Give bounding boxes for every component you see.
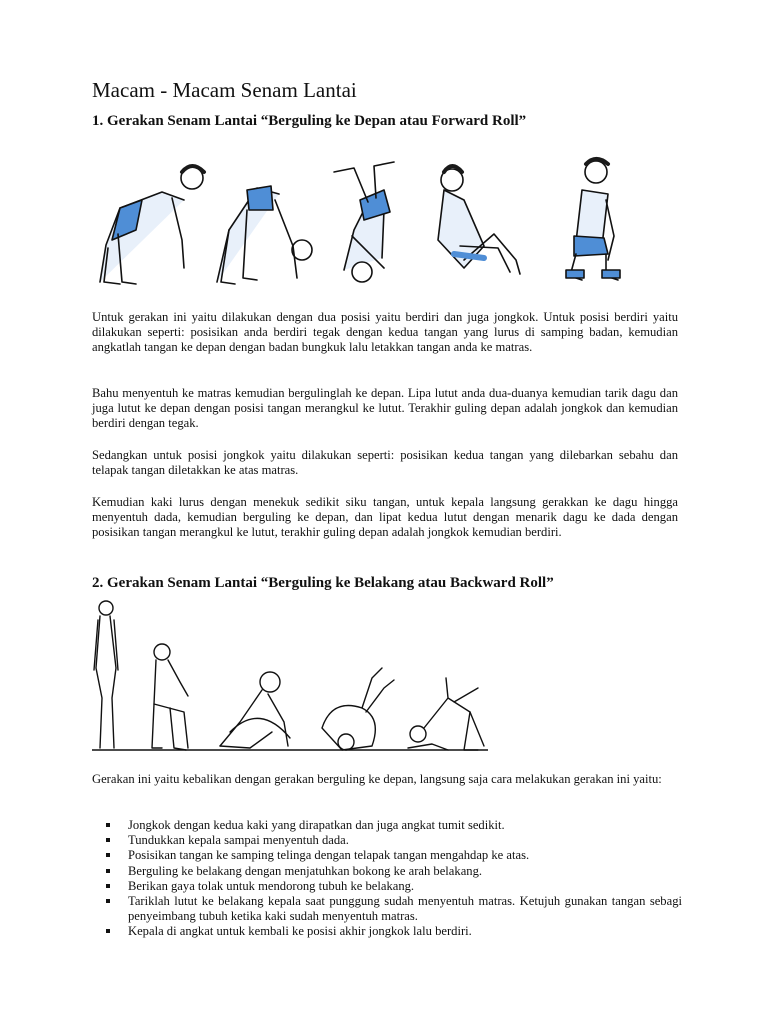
forward-figure-5 — [552, 150, 632, 290]
section-1-paragraph-4: Kemudian kaki lurus dengan menekuk sedikit siku tangan, untuk kepala langsung gerakkan ke dagu hingga menyentuh dada, kemudian berguling ke depan, dan lipat kedua lutut dengan menarik dagu ke dada dengan posisikan tangan merangkul ke lutut, terakhir guling depan adalah jongkok kemudian berdiri. — [92, 495, 678, 540]
list-item-text: Berguling ke belakang dengan menjatuhkan bokong ke arah belakang. — [128, 863, 483, 878]
forward-figure-4 — [438, 166, 520, 274]
bullet-marker — [106, 869, 110, 873]
section-1-paragraph-3: Sedangkan untuk posisi jongkok yaitu dilakukan seperti: posisikan kedua tangan yang dilebarkan sebahu dan telapak tangan diletakkan ke atas matras. — [92, 448, 678, 478]
bullet-marker — [106, 884, 110, 888]
bullet-marker — [106, 853, 110, 857]
bullet-marker — [106, 823, 110, 827]
list-item — [92, 818, 682, 833]
section-1-heading: 1. Gerakan Senam Lantai “Berguling ke Depan atau Forward Roll” — [92, 113, 527, 129]
backward-figure-5 — [408, 678, 484, 750]
list-item — [92, 879, 682, 894]
list-item-text: Jongkok dengan kedua kaki yang dirapatkan dan juga angkat tumit sedikit. — [128, 818, 505, 832]
section-1-paragraph-1: Untuk gerakan ini yaitu dilakukan dengan dua posisi yaitu berdiri dan juga jongkok. Untuk posisi berdiri yaitu dilakukan seperti: posisikan anda berdiri tegak dengan kedua tangan yang lurus di samping badan, kemudian angkatlah tangan ke depan dengan badan bungkuk lalu letakkan tangan anda ke matras. — [92, 310, 678, 355]
list-item — [92, 894, 682, 924]
list-item-text: Tundukkan kepala sampai menyentuh dada. — [128, 833, 349, 848]
list-item — [92, 864, 682, 879]
list-item-text: Kepala di angkat untuk kembali ke posisi akhir jongkok lalu berdiri. — [128, 924, 472, 939]
list-item — [92, 833, 682, 848]
bullet-marker — [106, 929, 110, 933]
bullet-marker — [106, 899, 110, 903]
list-item-text: Tariklah lutut ke belakang kepala saat punggung sudah menyentuh matras. Ketujuh gunakan tangan sebagi penyeimbang tubuh ketika kaki sudah menyentuh matras. — [128, 894, 682, 924]
page-title: Macam - Macam Senam Lantai — [92, 78, 357, 102]
forward-figure-2 — [217, 186, 312, 284]
backward-figure-4 — [322, 668, 394, 750]
list-item-text: Berikan gaya tolak untuk mendorong tubuh ke belakang. — [128, 878, 415, 893]
forward-roll-illustration — [92, 150, 552, 290]
list-item-text: Posisikan tangan ke samping telinga dengan telapak tangan mengahdap ke atas. — [128, 848, 530, 863]
forward-figure-1 — [100, 166, 204, 284]
list-item — [92, 924, 682, 939]
section-2-heading: 2. Gerakan Senam Lantai “Berguling ke Belakang atau Backward Roll” — [92, 575, 554, 591]
bullet-marker — [106, 838, 110, 842]
forward-figure-3 — [334, 162, 394, 282]
list-item — [92, 848, 682, 863]
section-2-paragraph-1: Gerakan ini yaitu kebalikan dengan gerakan berguling ke depan, langsung saja cara melakukan gerakan ini yaitu: — [92, 772, 662, 786]
backward-figure-1 — [94, 601, 118, 748]
backward-figure-3 — [220, 672, 290, 748]
backward-figure-2 — [152, 644, 188, 750]
section-1-paragraph-2: Bahu menyentuh ke matras kemudian bergulinglah ke depan. Lipa lutut anda dua-duanya kemudian tarik dagu dan juga lutut ke depan dengan posisi tangan merangkul ke lutut. Terakhir guling depan adalah jongkok dan kemudian berdiri dengan tegak. — [92, 386, 678, 431]
backward-roll-illustration — [92, 598, 488, 756]
backward-roll-steps — [92, 818, 682, 940]
